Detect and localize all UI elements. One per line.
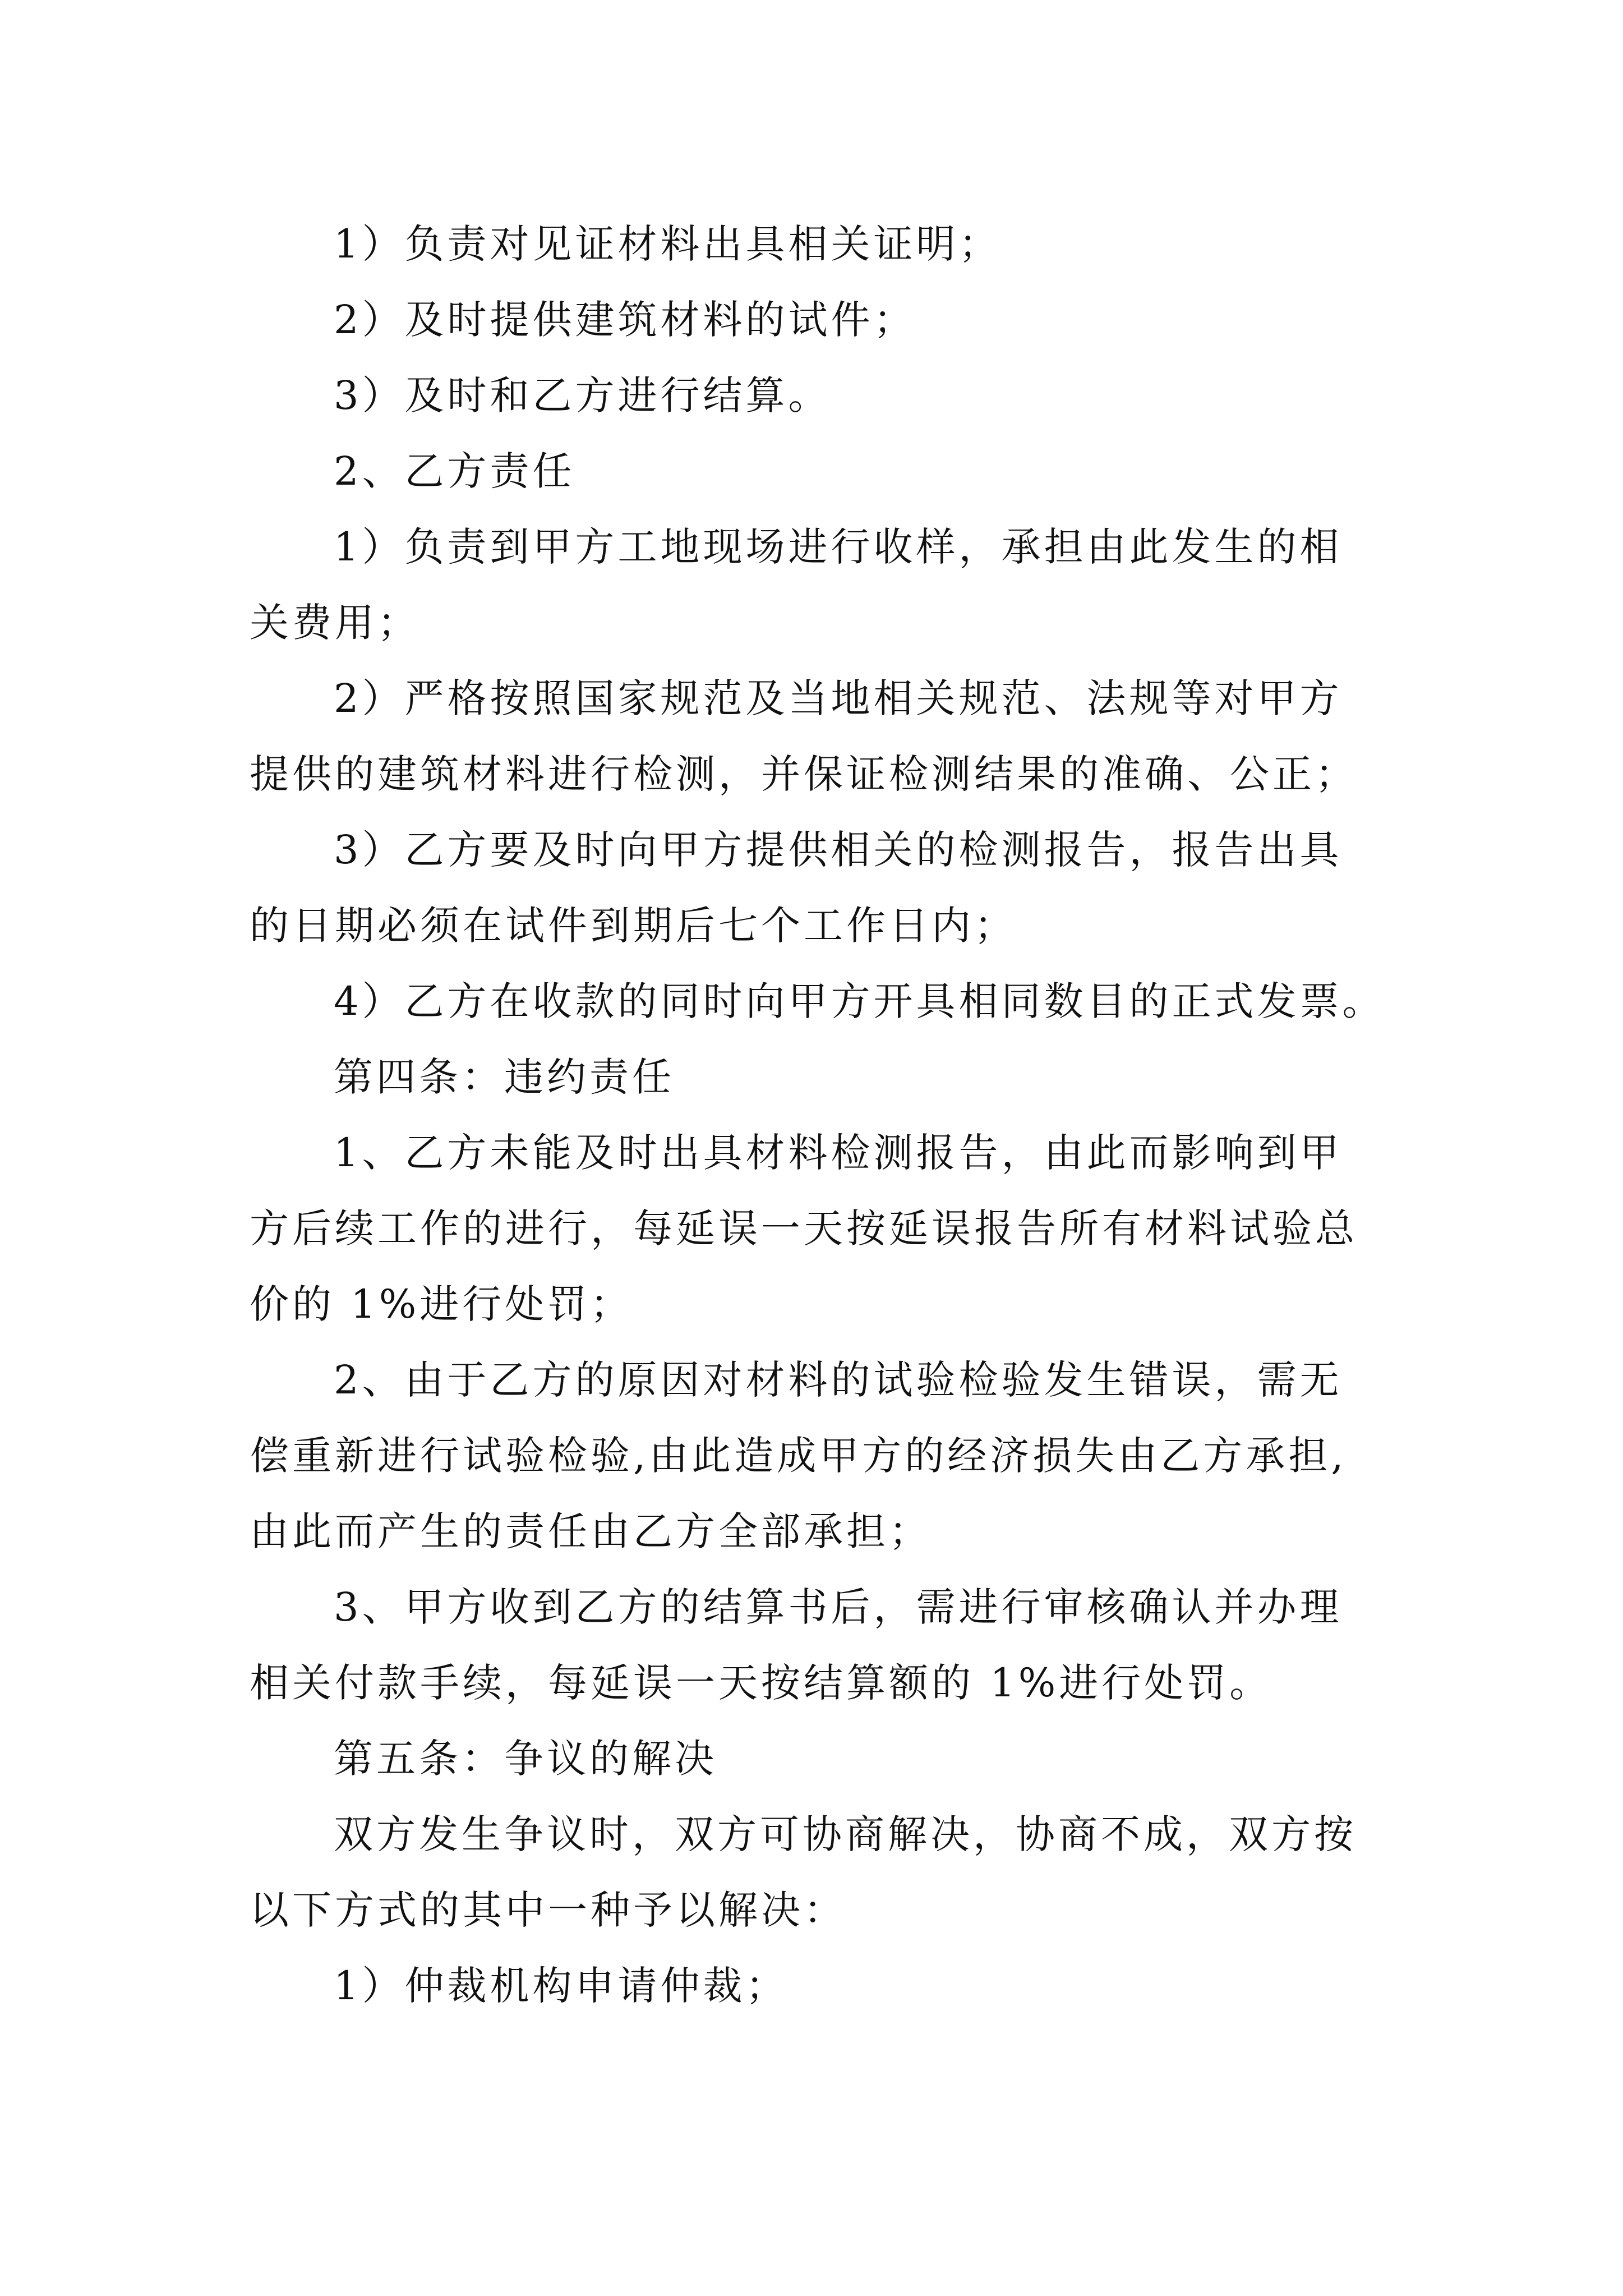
- section-heading-5: 第五条：争议的解决: [334, 1736, 717, 1782]
- text-line-5: 1）负责到甲方工地现场进行收样，承担由此发生的相: [334, 524, 1343, 570]
- text-line-20: 相关付款手续，每延误一天按结算额的 1%进行处罚。: [250, 1660, 1272, 1706]
- text-line-16: 2、由于乙方的原因对材料的试验检验发生错误，需无: [334, 1357, 1343, 1403]
- text-line-17: 偿重新进行试验检验,由此造成甲方的经济损失由乙方承担,: [250, 1433, 1347, 1479]
- text-line-11: 4）乙方在收款的同时向甲方开具相同数目的正式发票。: [334, 978, 1385, 1024]
- text-line-6: 关费用；: [250, 600, 420, 646]
- text-line-7: 2）严格按照国家规范及当地相关规范、法规等对甲方: [334, 675, 1343, 721]
- text-line-8: 提供的建筑材料进行检测，并保证检测结果的准确、公正；: [250, 751, 1358, 797]
- text-line-3: 3）及时和乙方进行结算。: [334, 372, 831, 418]
- text-line-23: 以下方式的其中一种予以解决：: [250, 1887, 846, 1933]
- text-line-13: 1、乙方未能及时出具材料检测报告，由此而影响到甲: [334, 1130, 1343, 1176]
- text-line-4: 2、乙方责任: [334, 448, 575, 494]
- section-heading-4: 第四条：违约责任: [334, 1054, 675, 1100]
- text-line-18: 由此而产生的责任由乙方全部承担；: [250, 1508, 932, 1554]
- text-line-19: 3、甲方收到乙方的结算书后，需进行审核确认并办理: [334, 1584, 1343, 1630]
- text-line-15: 价的 1%进行处罚；: [250, 1281, 633, 1327]
- text-line-10: 的日期必须在试件到期后七个工作日内；: [250, 903, 1017, 949]
- text-line-2: 2）及时提供建筑材料的试件；: [334, 297, 916, 343]
- text-line-24: 1）仲裁机构申请仲裁；: [334, 1963, 789, 2009]
- text-line-22: 双方发生争议时，双方可协商解决，协商不成，双方按: [334, 1811, 1357, 1857]
- text-line-1: 1）负责对见证材料出具相关证明；: [334, 221, 1002, 267]
- text-line-14: 方后续工作的进行，每延误一天按延误报告所有材料试验总: [250, 1205, 1358, 1251]
- text-line-9: 3）乙方要及时向甲方提供相关的检测报告，报告出具: [334, 827, 1343, 873]
